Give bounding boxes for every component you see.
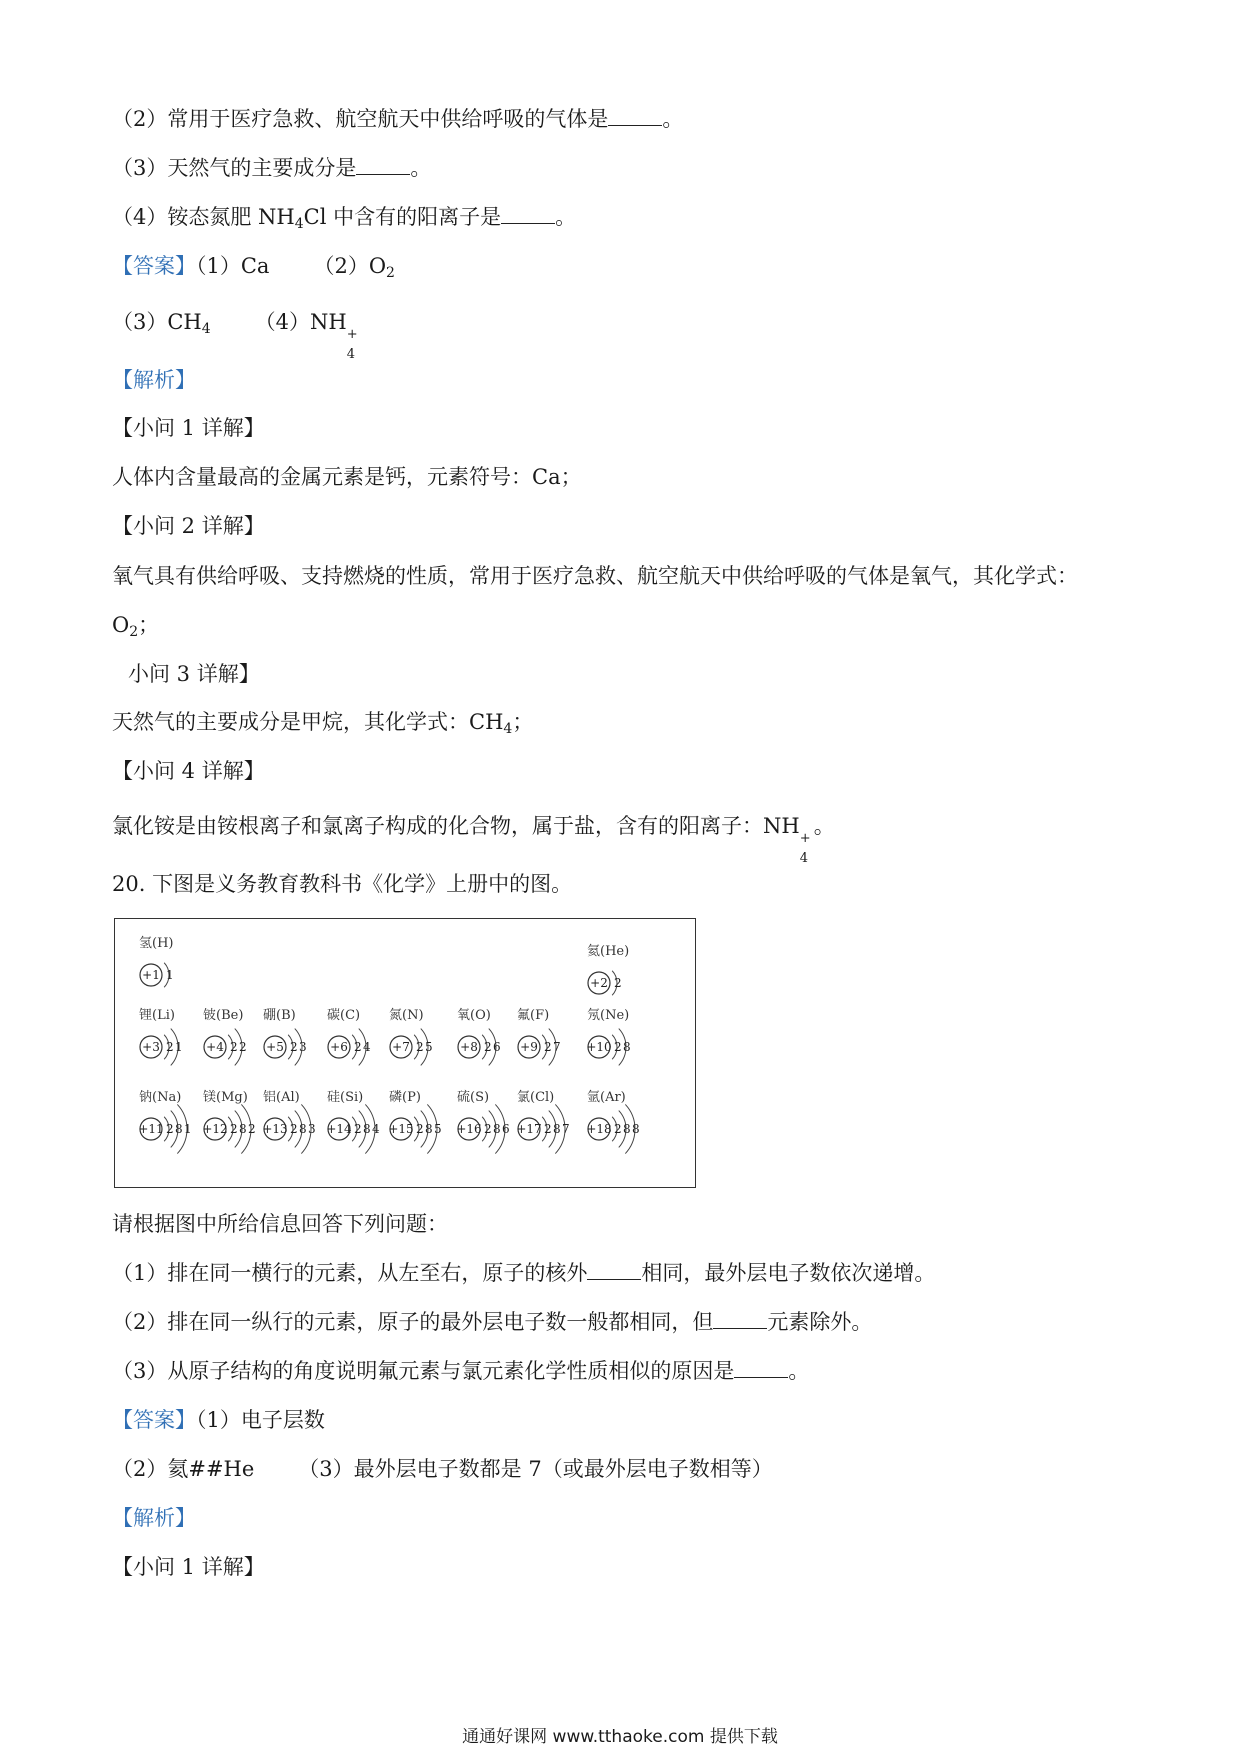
electron-count-label: 4 [363,1040,371,1054]
question-19-3: （3）天然气的主要成分是 。 [112,156,432,180]
electron-count-label: 5 [434,1122,442,1136]
atom-name-label: 氩(Ar) [587,1090,626,1105]
atom-11 [202,1089,255,1154]
electron-count-label: 2 [614,1040,622,1054]
atom-14 [388,1089,441,1154]
atom-13 [326,1090,380,1154]
electron-count-label: 6 [493,1040,501,1054]
nucleus-charge-label: +3 [142,1040,160,1054]
electron-count-label: 2 [166,1040,174,1054]
atom-0 [139,936,174,987]
electron-count-label: 8 [623,1122,631,1136]
atom-name-label: 钠(Na) [139,1090,182,1105]
analysis-19-heading-4: 【小问 4 详解】 [112,759,265,783]
electron-count-label: 8 [363,1122,371,1136]
electron-count-label: 7 [553,1040,561,1054]
answer-blank [587,1261,641,1280]
electron-count-label: 2 [484,1040,492,1054]
atom-name-label: 铝(Al) [263,1090,300,1105]
question-20-2: （2）排在同一纵行的元素，原子的最外层电子数一般都相同，但 元素除外。 [112,1310,873,1334]
electron-count-label: 8 [239,1122,247,1136]
analysis-19-text-2b: $O_2$； [112,613,160,640]
nucleus-charge-label: +10 [586,1040,612,1054]
electron-count-label: 2 [484,1122,492,1136]
analysis-19-text-3: 天然气的主要成分是甲烷，其化学式：$CH_4$； [112,710,534,737]
question-20-prompt: 请根据图中所给信息回答下列问题： [112,1212,448,1236]
atom-name-label: 氮(N) [389,1008,424,1023]
answer-tag: 【答案】 [112,254,196,278]
analysis-19-text-4: 氯化铵是由铵根离子和氯离子构成的化合物，属于盐，含有的阳离子：NH + 4 。 [112,814,835,866]
atom-1 [587,944,629,995]
atom-name-label: 氦(He) [587,944,630,959]
atomic-structure-figure [114,918,696,1188]
electron-count-label: 2 [544,1040,552,1054]
nucleus-charge-label: +18 [586,1122,612,1136]
answer-20-line-2: （2）氦##He （3）最外层电子数都是 7（或最外层电子数相等） [112,1457,773,1481]
answer-19-line-1: 【答案】（1）Ca $(2)O_2$ [112,254,395,281]
electron-count-label: 7 [562,1122,570,1136]
electron-count-label: 8 [493,1122,501,1136]
electron-count-label: 2 [230,1040,238,1054]
electron-count-label: 8 [632,1122,640,1136]
analysis-19-text-2: 氧气具有供给呼吸、支持燃烧的性质，常用于医疗急救、航空航天中供给呼吸的气体是氧气，其化学式： [112,564,1078,588]
atom-17 [586,1090,639,1154]
nucleus-charge-label: +17 [516,1122,542,1136]
electron-count-label: 4 [372,1122,380,1136]
nucleus-charge-label: +4 [206,1040,224,1054]
nucleus-charge-label: +5 [266,1040,284,1054]
nucleus-charge-label: +11 [138,1122,164,1136]
electron-count-label: 2 [248,1122,256,1136]
atom-4 [263,1008,307,1065]
electron-count-label: 1 [175,1040,183,1054]
atom-2 [139,1007,183,1065]
atom-name-label: 氢(H) [139,936,174,951]
electron-count-label: 6 [502,1122,510,1136]
nucleus-charge-label: +14 [326,1122,352,1136]
electron-count-label: 2 [239,1040,247,1054]
question-19-4: （4）铵态氮肥 $NH_4Cl$ 中含有的阳离子是 。 [112,205,577,232]
atom-name-label: 碳(C) [327,1008,361,1023]
electron-count-label: 2 [614,1122,622,1136]
atom-name-label: 磷(P) [389,1090,421,1105]
electron-count-label: 2 [544,1122,552,1136]
electron-count-label: 8 [553,1122,561,1136]
electron-count-label: 2 [354,1122,362,1136]
analysis-19-heading-1: 【小问 1 详解】 [112,416,265,440]
nucleus-charge-label: +13 [262,1122,288,1136]
electron-count-label: 2 [290,1040,298,1054]
atom-7 [457,1008,501,1065]
answer-blank [713,1310,767,1329]
atom-6 [389,1008,433,1065]
electron-count-label: 8 [299,1122,307,1136]
answer-blank [501,205,555,224]
atom-5 [327,1007,371,1065]
analysis-19-tag: 【解析】 [112,368,196,392]
electron-count-label: 2 [416,1040,424,1054]
electron-count-label: 3 [299,1040,307,1054]
analysis-19-heading-2: 【小问 2 详解】 [112,514,265,538]
electron-count-label: 8 [425,1122,433,1136]
nucleus-charge-label: +7 [392,1040,410,1054]
atom-name-label: 镁(Mg) [203,1090,248,1105]
answer-blank [734,1359,788,1378]
atom-12 [262,1090,315,1154]
nucleus-charge-label: +16 [456,1122,482,1136]
atom-name-label: 氯(Cl) [517,1090,555,1105]
electron-count-label: 2 [614,976,622,990]
nucleus-charge-label: +9 [520,1040,538,1054]
electron-count-label: 1 [166,968,174,982]
nucleus-charge-label: +2 [590,976,608,990]
atom-name-label: 氧(O) [457,1008,491,1023]
electron-count-label: 2 [230,1122,238,1136]
page-footer: 通通好课网 www.tthaoke.com 提供下载 [462,1727,778,1747]
atom-name-label: 硫(S) [457,1090,490,1105]
electron-count-label: 3 [308,1122,316,1136]
atom-9 [586,1008,630,1065]
analysis-20-tag: 【解析】 [112,1506,196,1530]
answer-tag: 【答案】 [112,1408,196,1432]
question-20-stem: 20. 下图是义务教育教科书《化学》上册中的图。 [112,872,573,896]
nucleus-charge-label: +6 [330,1040,348,1054]
electron-count-label: 5 [425,1040,433,1054]
analysis-19-heading-3: 小问 3 详解】 [128,662,260,686]
answer-20-line-1: 【答案】（1）电子层数 [112,1408,325,1432]
electron-count-label: 2 [416,1122,424,1136]
atom-10 [138,1089,191,1154]
question-19-2: （2）常用于医疗急救、航空航天中供给呼吸的气体是 。 [112,107,684,131]
atom-name-label: 硅(Si) [327,1090,364,1105]
analysis-19-text-1: 人体内含量最高的金属元素是钙，元素符号：Ca； [112,465,582,489]
atomic-structure-diagram [115,919,695,1187]
question-20-1: （1）排在同一横行的元素，从左至右，原子的核外 相同，最外层电子数依次递增。 [112,1261,936,1285]
atom-name-label: 硼(B) [263,1008,296,1023]
atom-name-label: 氟(F) [517,1008,550,1023]
nucleus-charge-label: +12 [202,1122,228,1136]
atom-name-label: 氖(Ne) [587,1008,630,1023]
atom-15 [456,1090,509,1154]
nucleus-charge-label: +8 [460,1040,478,1054]
answer-blank [608,107,662,126]
atom-16 [516,1090,569,1154]
answer-blank [356,156,410,175]
electron-count-label: 2 [166,1122,174,1136]
electron-count-label: 8 [623,1040,631,1054]
atom-8 [517,1008,561,1065]
nucleus-charge-label: +15 [388,1122,414,1136]
atom-name-label: 铍(Be) [203,1008,244,1023]
analysis-20-heading-1: 【小问 1 详解】 [112,1555,265,1579]
atom-name-label: 锂(Li) [139,1008,175,1023]
electron-count-label: 8 [175,1122,183,1136]
electron-count-label: 2 [354,1040,362,1054]
question-20-3: （3）从原子结构的角度说明氟元素与氯元素化学性质相似的原因是 。 [112,1359,810,1383]
nucleus-charge-label: +1 [142,968,160,982]
electron-count-label: 1 [184,1122,192,1136]
answer-19-line-2: $(3)CH_4$ （4）NH + 4 [112,310,358,362]
atom-3 [203,1007,247,1065]
electron-count-label: 2 [290,1122,298,1136]
